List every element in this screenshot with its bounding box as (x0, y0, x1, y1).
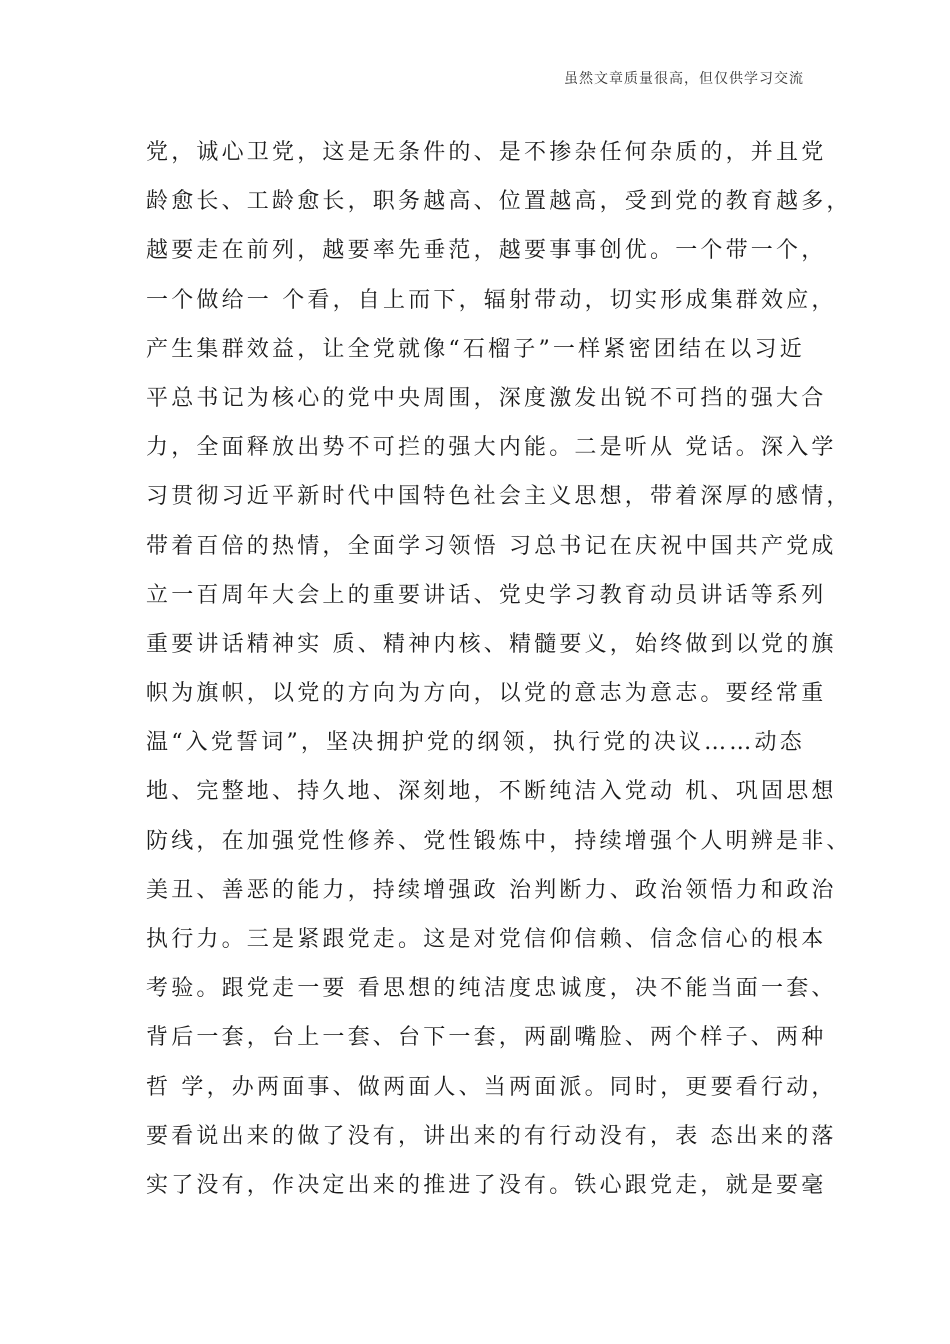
text-line: 哲 学，办两面事、做两面人、当两面派。同时，更要看行动， (146, 1074, 837, 1100)
text-line: 背后一套，台上一套、台下一套，两副嘴脸、两个样子、两种 (146, 1025, 827, 1051)
text-line: 习贯彻习近平新时代中国特色社会主义思想，带着深厚的感情， (146, 484, 852, 510)
text-line: 防线，在加强党性修养、党性锻炼中，持续增强个人明辨是非、 (146, 828, 852, 854)
text-line: 要看说出来的做了没有，讲出来的有行动没有，表 态出来的落 (146, 1123, 837, 1149)
text-line: 美丑、善恶的能力，持续增强政 治判断力、政治领悟力和政治 (146, 877, 837, 903)
text-line: 越要走在前列，越要率先垂范，越要事事创优。一个带一个， (146, 238, 827, 264)
header-note: 虽然文章质量很高，但仅供学习交流 (564, 71, 804, 87)
text-line: 温“入党誓词”，坚决拥护党的纲领，执行党的决议……动态 (146, 730, 805, 756)
text-line: 重要讲话精神实 质、精神内核、精髓要义，始终做到以党的旗 (146, 631, 837, 657)
text-line: 一个做给一 个看，自上而下，辐射带动，切实形成集群效应， (146, 287, 837, 313)
text-line: 带着百倍的热情，全面学习领悟 习总书记在庆祝中国共产党成 (146, 533, 837, 559)
text-line: 党，诚心卫党，这是无条件的、是不掺杂任何杂质的，并且党 (146, 140, 827, 165)
text-line: 执行力。三是紧跟党走。这是对党信仰信赖、信念信心的根本 (146, 927, 827, 952)
text-line: 考验。跟党走一要 看思想的纯洁度忠诚度，决不能当面一套、 (146, 976, 837, 1002)
text-line: 平总书记为核心的党中央周围，深度激发出锐不可挡的强大合 (146, 385, 827, 411)
text-line: 地、完整地、持久地、深刻地，不断纯洁入党动 机、巩固思想 (146, 779, 837, 805)
text-line: 立一百周年大会上的重要讲话、党史学习教育动员讲话等系列 (146, 582, 827, 608)
text-line: 力，全面释放出势不可拦的强大内能。二是听从 党话。深入学 (146, 435, 837, 461)
text-line: 龄愈长、工龄愈长，职务越高、位置越高，受到党的教育越多， (146, 189, 852, 215)
text-line: 帜为旗帜，以党的方向为方向，以党的意志为意志。要经常重 (146, 681, 827, 707)
text-line: 产生集群效益，让全党就像“石榴子”一样紧密团结在以习近 (146, 336, 805, 362)
text-line: 实了没有，作决定出来的推进了没有。铁心跟党走，就是要毫 (146, 1172, 827, 1198)
body-text (146, 128, 852, 1210)
